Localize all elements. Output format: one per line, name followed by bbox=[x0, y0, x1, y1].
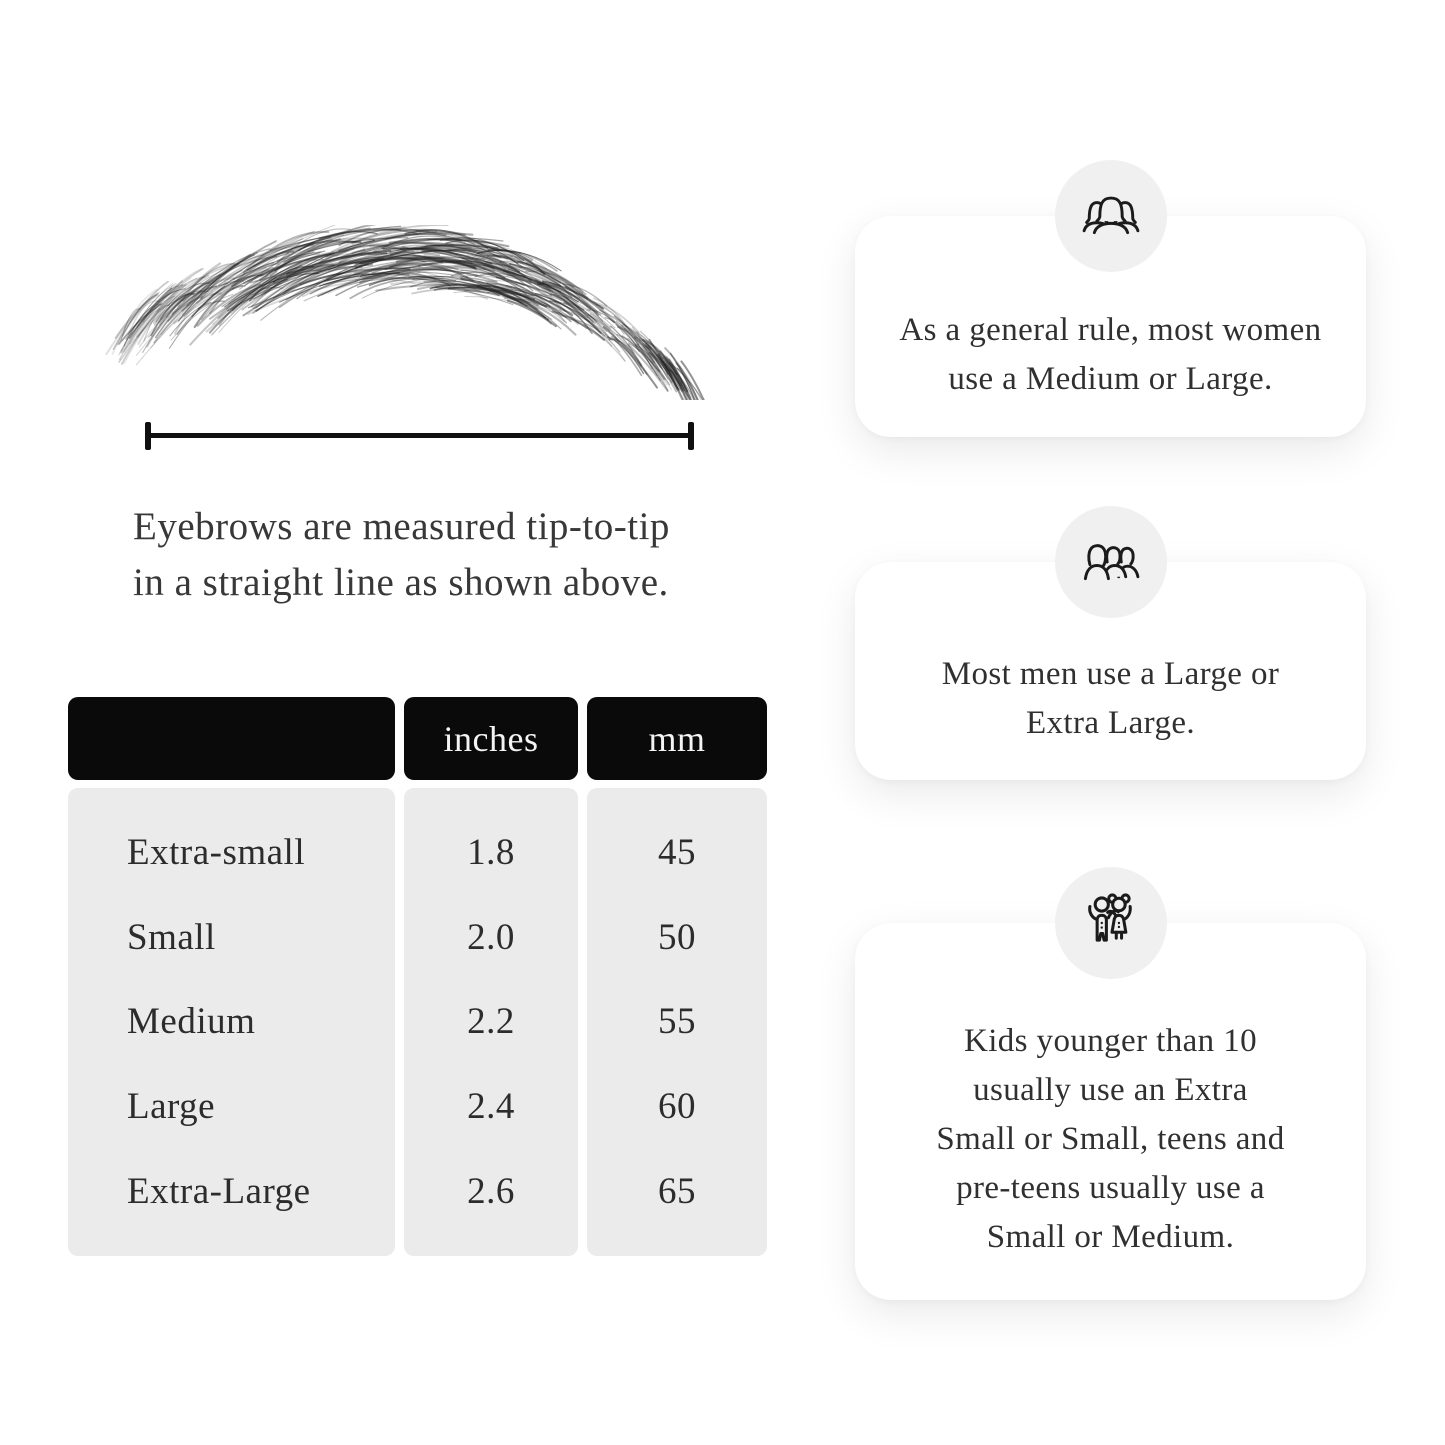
table-cell-mm: 50 bbox=[658, 916, 696, 958]
kids-icon bbox=[1078, 890, 1144, 956]
info-card-kids bbox=[855, 923, 1366, 1300]
caption-line-2: in a straight line as shown above. bbox=[133, 561, 669, 604]
card-kids-line-1: Kids younger than 10 bbox=[963, 1023, 1258, 1059]
header-cell-inches: inches bbox=[404, 697, 578, 780]
table-row-label: Large bbox=[127, 1086, 216, 1128]
card-kids-line-2: usually use an Extra bbox=[973, 1072, 1248, 1108]
card-text-women bbox=[879, 306, 1341, 404]
women-group-icon bbox=[1079, 190, 1143, 242]
size-table-header bbox=[68, 697, 767, 780]
card-women-line-1: As a general rule, most women bbox=[899, 311, 1322, 348]
info-card-men bbox=[855, 562, 1366, 780]
table-row-label: Extra-small bbox=[127, 831, 306, 873]
table-row-label: Extra-Large bbox=[127, 1171, 311, 1213]
measurement-line bbox=[145, 422, 694, 450]
size-table bbox=[68, 697, 767, 1256]
size-table-inches-column bbox=[404, 788, 578, 1256]
card-kids-line-4: pre-teens usually use a bbox=[956, 1170, 1265, 1206]
table-cell-inches: 2.6 bbox=[467, 1171, 515, 1213]
measurement-bar bbox=[145, 433, 694, 438]
card-text-kids bbox=[916, 1017, 1304, 1262]
measurement-endcap-right bbox=[688, 422, 694, 450]
table-cell-mm: 65 bbox=[658, 1171, 696, 1213]
card-women-line-2: use a Medium or Large. bbox=[948, 360, 1273, 397]
header-cell-mm: mm bbox=[587, 697, 767, 780]
card-men-line-2: Extra Large. bbox=[1025, 705, 1196, 741]
icon-badge bbox=[1055, 867, 1167, 979]
size-table-body bbox=[68, 788, 767, 1256]
caption-line-1: Eyebrows are measured tip-to-tip bbox=[133, 505, 670, 548]
card-men-line-1: Most men use a Large or bbox=[941, 656, 1280, 692]
measurement-caption bbox=[133, 499, 773, 611]
card-text-men bbox=[922, 650, 1300, 748]
table-cell-mm: 60 bbox=[658, 1086, 696, 1128]
table-row-label: Medium bbox=[127, 1001, 256, 1043]
header-cell-blank bbox=[68, 697, 395, 780]
card-kids-line-5: Small or Medium. bbox=[986, 1219, 1235, 1255]
table-cell-inches: 1.8 bbox=[467, 831, 515, 873]
table-cell-mm: 55 bbox=[658, 1001, 696, 1043]
table-cell-mm: 45 bbox=[658, 831, 696, 873]
table-row-label: Small bbox=[127, 916, 216, 958]
size-table-mm-column bbox=[587, 788, 767, 1256]
icon-badge bbox=[1055, 506, 1167, 618]
size-table-label-column bbox=[68, 788, 395, 1256]
table-cell-inches: 2.4 bbox=[467, 1086, 515, 1128]
table-cell-inches: 2.2 bbox=[467, 1001, 515, 1043]
table-cell-inches: 2.0 bbox=[467, 916, 515, 958]
info-card-women bbox=[855, 216, 1366, 437]
men-group-icon bbox=[1079, 536, 1143, 588]
eyebrow-illustration bbox=[100, 225, 710, 400]
card-kids-line-3: Small or Small, teens and bbox=[936, 1121, 1285, 1157]
icon-badge bbox=[1055, 160, 1167, 272]
